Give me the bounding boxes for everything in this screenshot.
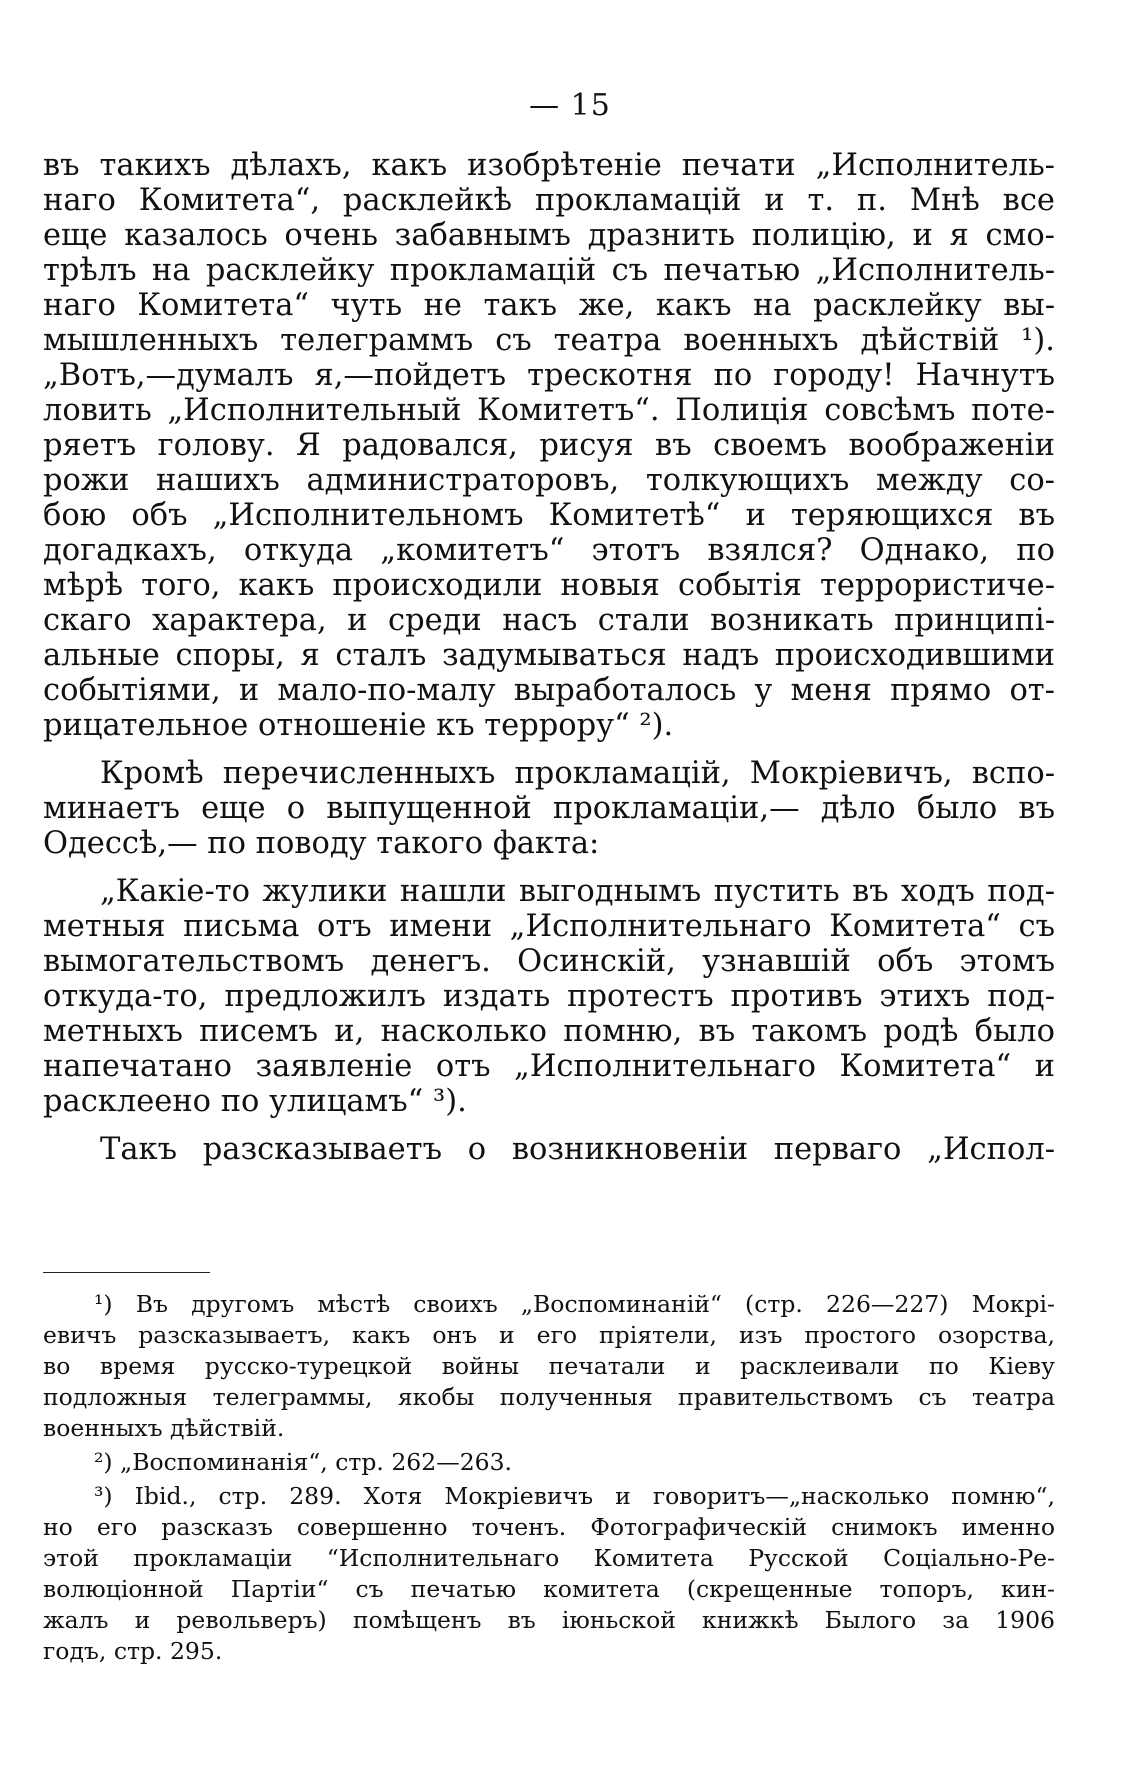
text-line: бою объ „Исполнительномъ Комитетѣ“ и теряющихся въ: [43, 498, 1055, 533]
text-line: метныхъ писемъ и, насколько помню, въ такомъ родѣ было: [43, 1014, 1055, 1049]
text-line: напечатано заявленіе отъ „Исполнительнаго Комитета“ и: [43, 1049, 1055, 1084]
text-line: наго Комитета“, расклейкѣ прокламацій и т. п. Мнѣ все: [43, 183, 1055, 218]
text-line: альные споры, я сталъ задумываться надъ происходившими: [43, 638, 1055, 673]
footnote-line: ²) „Воспоминанія“, стр. 262—263.: [94, 1448, 513, 1476]
text-line: наго Комитета“ чуть не такъ же, какъ на расклейку вы-: [43, 288, 1055, 323]
text-line: догадкахъ, откуда „комитетъ“ этотъ взялся? Однако, по: [43, 533, 1055, 568]
footnote-line: во время русско-турецкой войны печатали и расклеивали по Кіеву: [43, 1352, 1055, 1380]
text-line: рожи нашихъ администраторовъ, толкующихъ между со-: [43, 463, 1055, 498]
text-line: „Какіе-то жулики нашли выгоднымъ пустить въ ходъ под-: [100, 874, 1055, 909]
footnote-line: ¹) Въ другомъ мѣстѣ своихъ „Воспоминаній“ (стр. 226—227) Мокрі-: [94, 1290, 1055, 1318]
text-line: мышленныхъ телеграммъ съ театра военныхъ дѣйствій ¹).: [43, 323, 1055, 358]
footnote-line: этой прокламаціи “Исполнительнаго Комитета Русской Соціально-Ре-: [43, 1544, 1055, 1572]
text-line: событіями, и мало-по-малу выработалось у меня прямо от-: [43, 673, 1055, 708]
footnote-line: годъ, стр. 295.: [43, 1637, 223, 1665]
text-line: еще казалось очень забавнымъ дразнить полицію, и я смо-: [43, 218, 1055, 253]
footnote-line: жалъ и револьверъ) помѣщенъ въ іюньской книжкѣ Былого за 1906: [43, 1606, 1055, 1634]
page-number: — 15: [529, 88, 611, 123]
text-line: „Вотъ,—думалъ я,—пойдетъ трескотня по городу! Начнутъ: [43, 358, 1055, 393]
text-line: метныя письма отъ имени „Исполнительнаго Комитета“ съ: [43, 909, 1055, 944]
text-line: ряетъ голову. Я радовался, рисуя въ своемъ воображеніи: [43, 428, 1055, 463]
footnote-line: ³) Ibid., стр. 289. Хотя Мокріевичъ и говоритъ—„насколько помню“,: [94, 1482, 1055, 1510]
footnote-rule: [43, 1272, 210, 1273]
footnote-line: но его разсказъ совершенно точенъ. Фотографическій снимокъ именно: [43, 1513, 1055, 1541]
text-line: Одессѣ,— по поводу такого факта:: [43, 826, 600, 861]
footnote-line: военныхъ дѣйствій.: [43, 1414, 285, 1442]
footnote-line: волюціонной Партіи“ съ печатью комитета (скрещенные топоръ, кин-: [43, 1575, 1055, 1603]
text-line: трѣлъ на расклейку прокламацій съ печатью „Исполнитель-: [43, 253, 1055, 288]
text-line: Такъ разсказываетъ о возникновеніи перваго „Испол-: [100, 1132, 1055, 1167]
footnote-line: подложныя телеграммы, якобы полученныя правительствомъ съ театра: [43, 1383, 1055, 1411]
text-line: расклеено по улицамъ“ ³).: [43, 1084, 467, 1119]
text-line: въ такихъ дѣлахъ, какъ изобрѣтеніе печати „Исполнитель-: [43, 148, 1055, 183]
text-line: мѣрѣ того, какъ происходили новыя событія террористиче-: [43, 568, 1055, 603]
text-line: Кромѣ перечисленныхъ прокламацій, Мокріевичъ, вспо-: [100, 756, 1055, 791]
text-line: минаетъ еще о выпущенной прокламаціи,— дѣло было въ: [43, 791, 1055, 826]
footnote-line: евичъ разсказываетъ, какъ онъ и его пріятели, изъ простого озорства,: [43, 1321, 1055, 1349]
text-line: вымогательствомъ денегъ. Осинскій, узнавшій объ этомъ: [43, 944, 1055, 979]
text-line: скаго характера, и среди насъ стали возникать принципі-: [43, 603, 1055, 638]
text-line: ловить „Исполнительный Комитетъ“. Полиція совсѣмъ поте-: [43, 393, 1055, 428]
text-line: рицательное отношеніе къ террору“ ²).: [43, 708, 674, 743]
text-line: откуда-то, предложилъ издать протестъ противъ этихъ под-: [43, 979, 1055, 1014]
